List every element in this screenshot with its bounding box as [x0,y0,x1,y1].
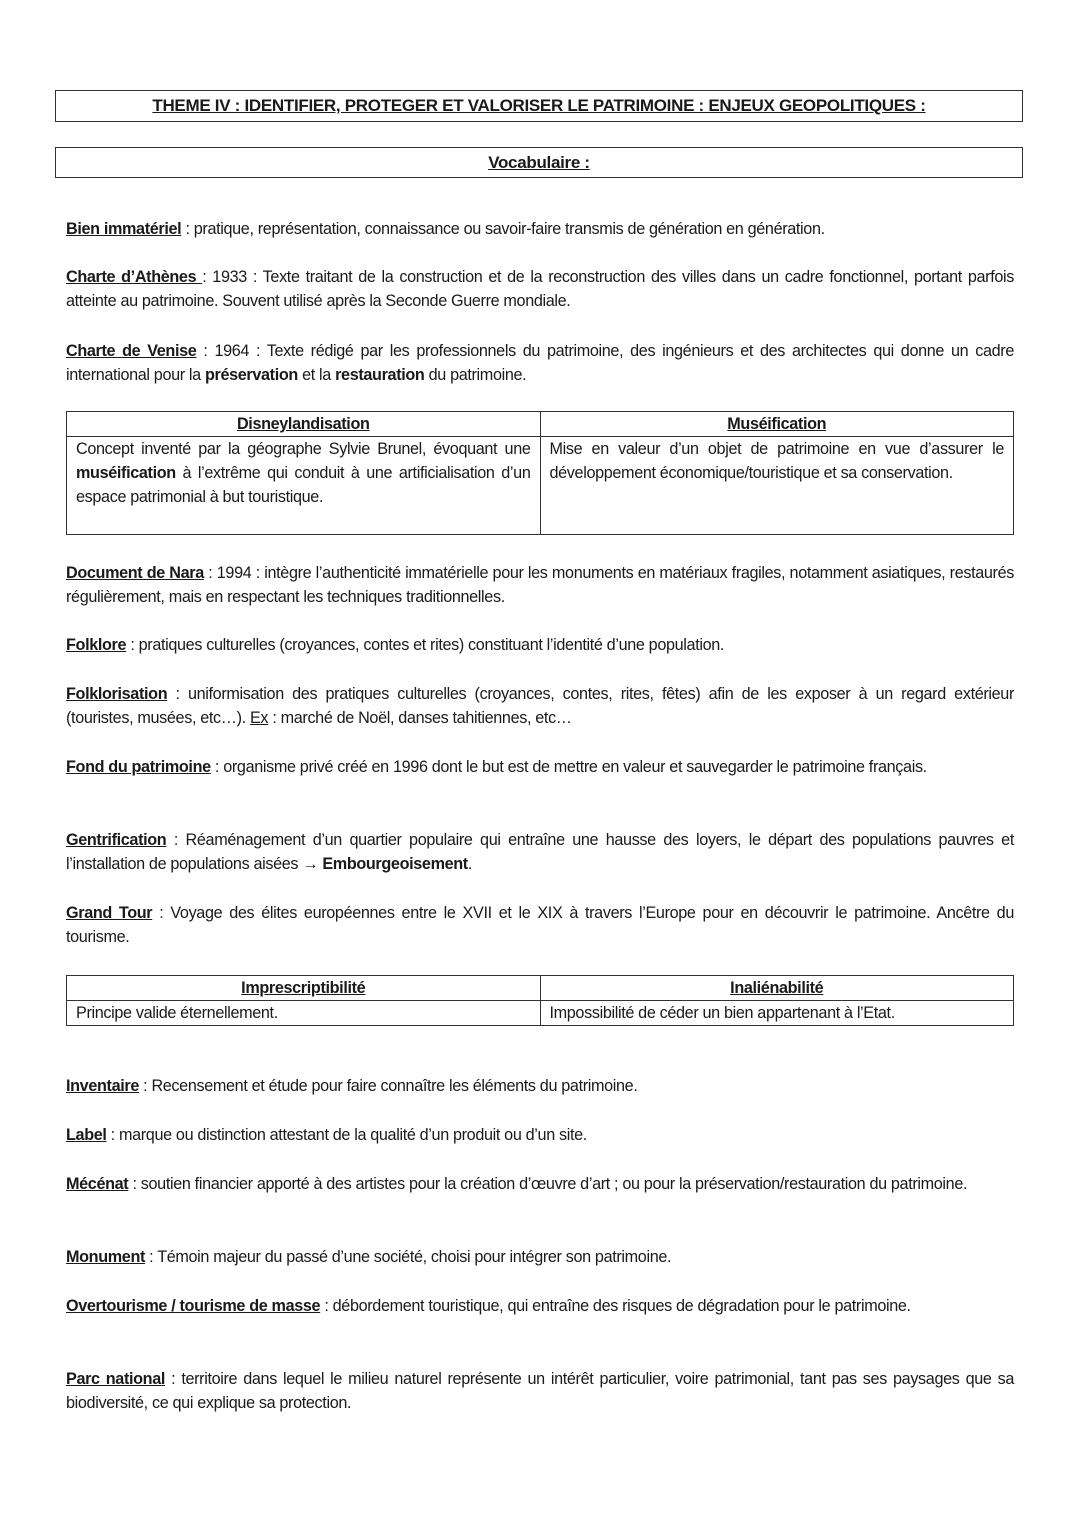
vocabulary-heading-box [55,147,1023,178]
term: Mécénat [66,1175,129,1193]
cell-text: Mise en valeur d’un objet de patrimoine en vue d’assurer le développement économique/touristique et sa conservation. [549,440,1004,482]
example-label: Ex [249,709,269,727]
table-cell: Impossibilité de céder un bien appartenant à l’Etat. [540,1001,1014,1026]
entry-label [66,1123,1014,1147]
separator: : [196,342,215,360]
definition: Voyage des élites européennes entre le XVII et le XIX à travers l’Europe pour en découvrir le patrimoine. Ancêtre du tourisme. [66,904,1014,946]
header-label: Inaliénabilité [730,979,824,997]
separator: : [166,831,186,849]
definition: territoire dans lequel le milieu naturel représente un intérêt particulier, voire patrimonial, tant pas ses paysages que sa biodiversité, ce qui explique sa protection. [66,1370,1014,1412]
entry-monument [66,1245,1014,1269]
entry-parc-national [66,1367,1014,1415]
table-disneylandisation-museification [66,411,1014,535]
vocabulary-heading: Vocabulaire : [488,153,590,172]
table-header [540,976,1014,1001]
entry-grand-tour [66,901,1014,949]
definition: débordement touristique, qui entraîne des risques de dégradation pour le patrimoine. [332,1297,911,1315]
entry-mecenat [66,1172,1014,1196]
definition: 1964 : Texte rédigé par les professionnels du patrimoine, des ingénieurs et des architectes qui donne un cadre international pour la [66,342,1014,384]
separator: : [202,268,213,286]
definition: et la [297,366,336,384]
entry-bien-immateriel [66,217,1014,241]
separator: : [138,1077,152,1095]
definition: Recensement et étude pour faire connaître les éléments du patrimoine. [151,1077,638,1095]
entry-overtourisme [66,1294,1014,1318]
term: Parc national [66,1370,166,1388]
definition: Témoin majeur du passé d’une société, choisi pour intégrer son patrimoine. [157,1248,672,1266]
definition: soutien financier apporté à des artistes pour la création d’œuvre d’art ; ou pour la préservation/restauration du patrimoine. [140,1175,968,1193]
term: Charte de Venise [66,342,197,360]
table-cell [540,437,1014,535]
table-cell: Principe valide éternellement. [67,1001,541,1026]
entry-folklore [66,633,1014,657]
separator: : [210,758,224,776]
cell-text: à l’extrême qui conduit à une artificialisation d’un espace patrimonial à but touristique. [76,464,531,506]
entry-inventaire [66,1074,1014,1098]
definition: pratique, représentation, connaissance ou savoir-faire transmis de génération en génération. [193,220,825,238]
header-label: Disneylandisation [236,415,370,433]
separator: : [165,1370,182,1388]
term: Overtourisme / tourisme de masse [66,1297,321,1315]
separator: : [181,220,194,238]
arrow-icon: → [302,855,319,873]
entry-charte-athenes [66,265,1014,313]
entry-charte-venise [66,339,1014,387]
term: Bien immatériel [66,220,182,238]
term: Label [66,1126,107,1144]
term: Monument [66,1248,146,1266]
table-cell [67,437,541,535]
definition: pratiques culturelles (croyances, contes et rites) constituant l’identité d’une population. [138,636,725,654]
separator: : [145,1248,158,1266]
bold-word: restauration [335,366,425,384]
theme-title: THEME IV : IDENTIFIER, PROTEGER ET VALORISER LE PATRIMOINE : ENJEUX GEOPOLITIQUES : [152,96,926,115]
header-label: Muséification [727,415,827,433]
separator: : [203,564,217,582]
term: Folklore [66,636,127,654]
cell-text: Concept inventé par la géographe Sylvie Brunel, évoquant une [76,440,531,458]
definition: . [467,855,472,873]
bold-word: Embourgeoisement [322,855,468,873]
term: Folklorisation [66,685,168,703]
separator: : [167,685,188,703]
definition: Réaménagement d’un quartier populaire qui entraîne une hausse des loyers, le départ des populations pauvres et l’installation de populations aisées [66,831,1014,873]
header-label: Imprescriptibilité [241,979,366,997]
table-imprescriptibilite-inalienabilite [66,975,1014,1026]
term: Grand Tour [66,904,153,922]
definition: 1994 : intègre l’authenticité immatérielle pour les monuments en matériaux fragiles, notamment asiatiques, restaurés régulièrement, mais en respectant les techniques traditionnelles. [66,564,1014,606]
definition: uniformisation des pratiques culturelles (croyances, contes, rites, fêtes) afin de les exposer à un regard extérieur (touristes, musées, etc…). [66,685,1014,727]
entry-gentrification [66,828,1014,876]
theme-title-box [55,90,1023,122]
term: Charte d’Athènes [66,268,203,286]
definition: organisme privé créé en 1996 dont le but est de mettre en valeur et sauvegarder le patrimoine français. [223,758,927,776]
term: Document de Nara [66,564,204,582]
definition: marque ou distinction attestant de la qualité d’un produit ou d’un site. [118,1126,587,1144]
separator: : [320,1297,333,1315]
table-header [540,412,1014,437]
entry-document-nara [66,561,1014,609]
bold-word: préservation [204,366,298,384]
bold-word: muséification [76,464,176,482]
separator: : [152,904,171,922]
separator: : [126,636,139,654]
definition: : marché de Noël, danses tahitiennes, etc… [268,709,572,727]
entry-folklorisation [66,682,1014,730]
entry-fond-patrimoine [66,755,1014,779]
term: Gentrification [66,831,167,849]
definition: du patrimoine. [424,366,527,384]
term: Fond du patrimoine [66,758,211,776]
separator: : [128,1175,141,1193]
term: Inventaire [66,1077,139,1095]
definition: 1933 : Texte traitant de la construction et de la reconstruction des villes dans un cadre fonctionnel, portant parfois atteinte au patrimoine. Souvent utilisé après la Seconde Guerre mondiale. [66,268,1014,310]
table-header [67,976,541,1001]
table-header [67,412,541,437]
separator: : [106,1126,119,1144]
